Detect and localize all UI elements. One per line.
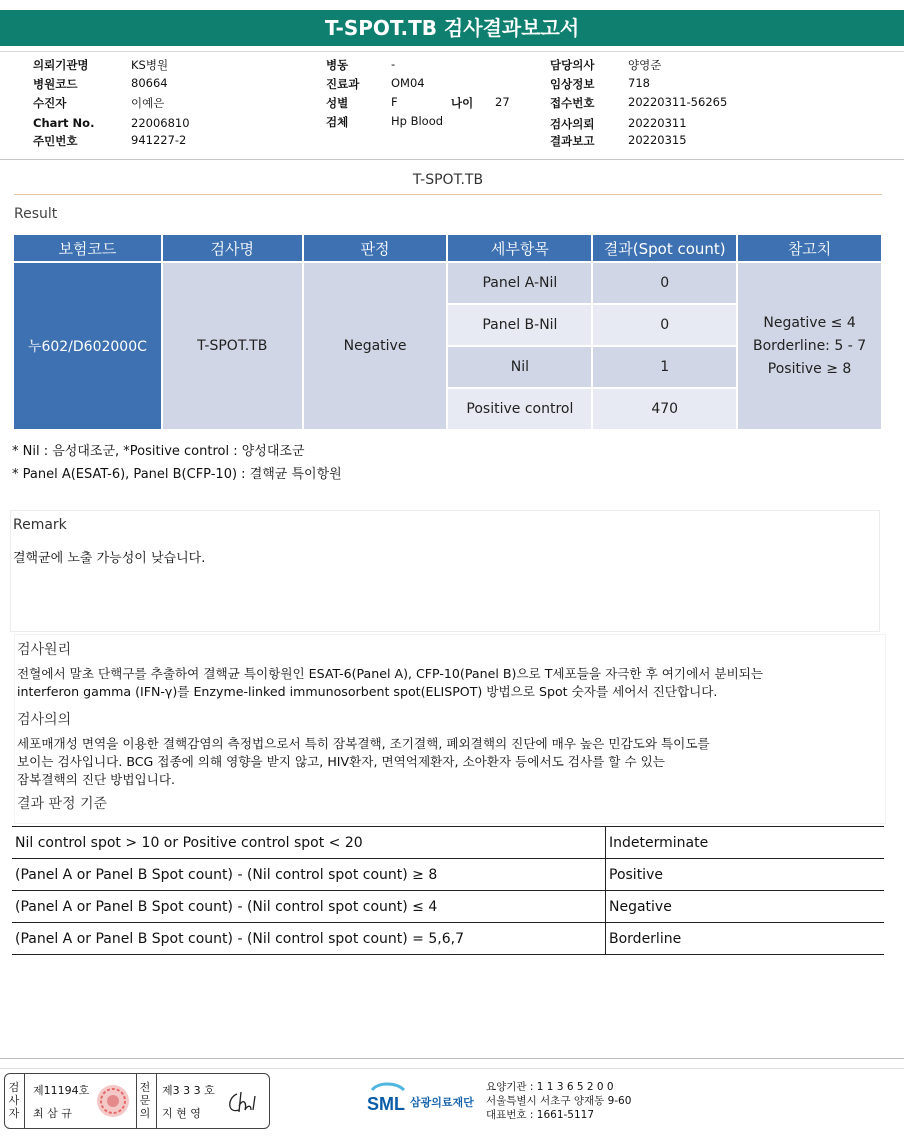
info-label: 나이 bbox=[451, 96, 474, 110]
principle-line: interferon gamma (IFN-γ)를 Enzyme-linked immunosorbent spot(ELISPOT) 방법으로 Spot 숫자를 세어서 진단합니다. bbox=[17, 684, 718, 699]
principle-line: 전혈에서 말초 단핵구를 추출하여 결핵균 특이항원인 ESAT-6(Panel A), CFP-10(Panel B)으로 T세포들을 자극한 후 여기에서 분비되는 bbox=[17, 666, 764, 681]
license-number: 제3 3 3 호 bbox=[162, 1084, 215, 1097]
info-label: 임상정보 bbox=[550, 77, 595, 91]
spot-count: 0 bbox=[593, 305, 736, 345]
table-row bbox=[12, 923, 884, 955]
info-value: - bbox=[391, 57, 396, 71]
info-value: 20220311-56265 bbox=[628, 95, 728, 109]
info-value: 718 bbox=[628, 76, 650, 90]
info-value: 27 bbox=[495, 95, 510, 109]
role-char: 사 bbox=[8, 1094, 20, 1107]
role-char: 자 bbox=[8, 1107, 20, 1120]
significance-line: 보이는 검사입니다. BCG 접종에 의해 영향을 받지 않고, HIV환자, 면역억제환자, 소아환자 등에서도 검사를 할 수 있는 bbox=[17, 754, 665, 769]
result-table bbox=[12, 233, 883, 431]
judgement: Negative bbox=[304, 263, 447, 429]
info-label: 검체 bbox=[326, 115, 349, 129]
spot-count: 0 bbox=[593, 263, 736, 303]
info-label: 결과보고 bbox=[550, 134, 595, 148]
org-line: 서울특별시 서초구 양재동 9-60 bbox=[486, 1095, 632, 1107]
insurance-code: 누602/D602000C bbox=[14, 263, 161, 429]
org-info bbox=[486, 1080, 631, 1122]
column-header: 결과(Spot count) bbox=[593, 235, 736, 261]
info-value: 양영준 bbox=[628, 58, 662, 72]
reference-line: Borderline: 5 - 7 bbox=[752, 337, 867, 354]
criteria-table bbox=[12, 826, 884, 955]
info-value: 이예은 bbox=[131, 96, 165, 110]
detail-item: Panel B-Nil bbox=[448, 305, 591, 345]
info-label: 병원코드 bbox=[33, 77, 78, 91]
footnote: * Panel A(ESAT-6), Panel B(CFP-10) : 결핵균 특이항원 bbox=[12, 467, 342, 482]
role-char: 전 bbox=[139, 1081, 151, 1094]
info-value: 20220311 bbox=[628, 116, 687, 130]
criteria-condition: (Panel A or Panel B Spot count) - (Nil control spot count) ≥ 8 bbox=[12, 859, 606, 891]
signature-icon bbox=[225, 1088, 263, 1118]
table-row bbox=[14, 263, 881, 303]
table-row bbox=[12, 827, 884, 859]
signer-name: 최 삼 규 bbox=[33, 1107, 72, 1120]
logo-text: SML bbox=[367, 1094, 405, 1114]
column-header: 보험코드 bbox=[14, 235, 161, 261]
sml-logo bbox=[366, 1080, 408, 1120]
info-value: 22006810 bbox=[131, 116, 190, 130]
divider bbox=[0, 51, 904, 52]
criteria-label: 결과 판정 기준 bbox=[17, 796, 108, 812]
table-row bbox=[12, 891, 884, 923]
result-label: Result bbox=[14, 206, 58, 222]
info-value: Hp Blood bbox=[391, 114, 444, 128]
criteria-result: Borderline bbox=[606, 923, 885, 955]
remark-label: Remark bbox=[13, 517, 67, 533]
detail-item: Positive control bbox=[448, 389, 591, 429]
info-value: 80664 bbox=[131, 76, 168, 90]
column-header: 판정 bbox=[304, 235, 447, 261]
info-value: 20220315 bbox=[628, 133, 687, 147]
column-header: 세부항목 bbox=[448, 235, 591, 261]
spot-count: 1 bbox=[593, 347, 736, 387]
reference-line: Positive ≥ 8 bbox=[767, 360, 852, 377]
info-label: Chart No. bbox=[33, 116, 95, 130]
info-value: F bbox=[391, 95, 398, 109]
remark-box bbox=[10, 510, 880, 632]
info-label: 수진자 bbox=[33, 96, 67, 110]
test-name: T-SPOT.TB bbox=[163, 263, 302, 429]
info-label: 병동 bbox=[326, 58, 349, 72]
org-line: 대표번호 : 1661-5117 bbox=[486, 1109, 595, 1121]
info-label: 접수번호 bbox=[550, 96, 595, 110]
logo-name: 삼광의료재단 bbox=[410, 1096, 474, 1109]
column-header: 검사명 bbox=[163, 235, 302, 261]
criteria-condition: (Panel A or Panel B Spot count) - (Nil control spot count) ≤ 4 bbox=[12, 891, 606, 923]
patient-info bbox=[0, 53, 904, 160]
spot-count: 470 bbox=[593, 389, 736, 429]
role-char: 검 bbox=[8, 1081, 20, 1094]
column-header: 참고치 bbox=[738, 235, 881, 261]
info-label: 담당의사 bbox=[550, 58, 595, 72]
criteria-result: Indeterminate bbox=[606, 827, 885, 859]
org-line: 요양기관 : 1 1 3 6 5 2 0 0 bbox=[486, 1081, 614, 1093]
role-char: 의 bbox=[139, 1107, 151, 1120]
significance-line: 세포매개성 면역을 이용한 결핵감염의 측정법으로서 특히 잠복결핵, 조기결핵, 폐외결핵의 진단에 매우 높은 민감도와 특이도를 bbox=[17, 736, 710, 751]
reference-line: Negative ≤ 4 bbox=[763, 314, 856, 331]
criteria-result: Positive bbox=[606, 859, 885, 891]
detail-item: Nil bbox=[448, 347, 591, 387]
license-number: 제11194호 bbox=[33, 1084, 90, 1097]
info-label: 의뢰기관명 bbox=[33, 58, 89, 72]
section-title: T-SPOT.TB bbox=[14, 172, 882, 195]
info-value: 941227-2 bbox=[131, 133, 187, 147]
info-label: 진료과 bbox=[326, 77, 360, 91]
test-description bbox=[14, 634, 886, 824]
principle-label: 검사원리 bbox=[17, 642, 72, 658]
seal-icon bbox=[95, 1083, 131, 1119]
signature-box bbox=[4, 1073, 270, 1129]
report-title: T-SPOT.TB 검사결과보고서 bbox=[0, 10, 904, 46]
footnotes bbox=[12, 440, 342, 486]
divider bbox=[0, 1058, 904, 1059]
info-label: 검사의뢰 bbox=[550, 117, 595, 131]
signer-name: 지 현 영 bbox=[162, 1107, 201, 1120]
reference-values bbox=[738, 263, 881, 429]
info-label: 주민번호 bbox=[33, 134, 78, 148]
role-char: 문 bbox=[139, 1094, 151, 1107]
criteria-condition: (Panel A or Panel B Spot count) - (Nil control spot count) = 5,6,7 bbox=[12, 923, 606, 955]
logo-icon bbox=[366, 1080, 408, 1116]
footnote: * Nil : 음성대조군, *Positive control : 양성대조군 bbox=[12, 444, 305, 459]
info-value: OM04 bbox=[391, 76, 425, 90]
divider bbox=[0, 1068, 904, 1069]
info-label: 성별 bbox=[326, 96, 349, 110]
significance-label: 검사의의 bbox=[17, 712, 72, 728]
criteria-condition: Nil control spot > 10 or Positive control spot < 20 bbox=[12, 827, 606, 859]
table-row bbox=[12, 859, 884, 891]
significance-line: 잠복결핵의 진단 방법입니다. bbox=[17, 772, 175, 787]
remark-text: 결핵균에 노출 가능성이 낮습니다. bbox=[13, 551, 206, 566]
criteria-result: Negative bbox=[606, 891, 885, 923]
detail-item: Panel A-Nil bbox=[448, 263, 591, 303]
info-value: KS병원 bbox=[131, 58, 169, 72]
